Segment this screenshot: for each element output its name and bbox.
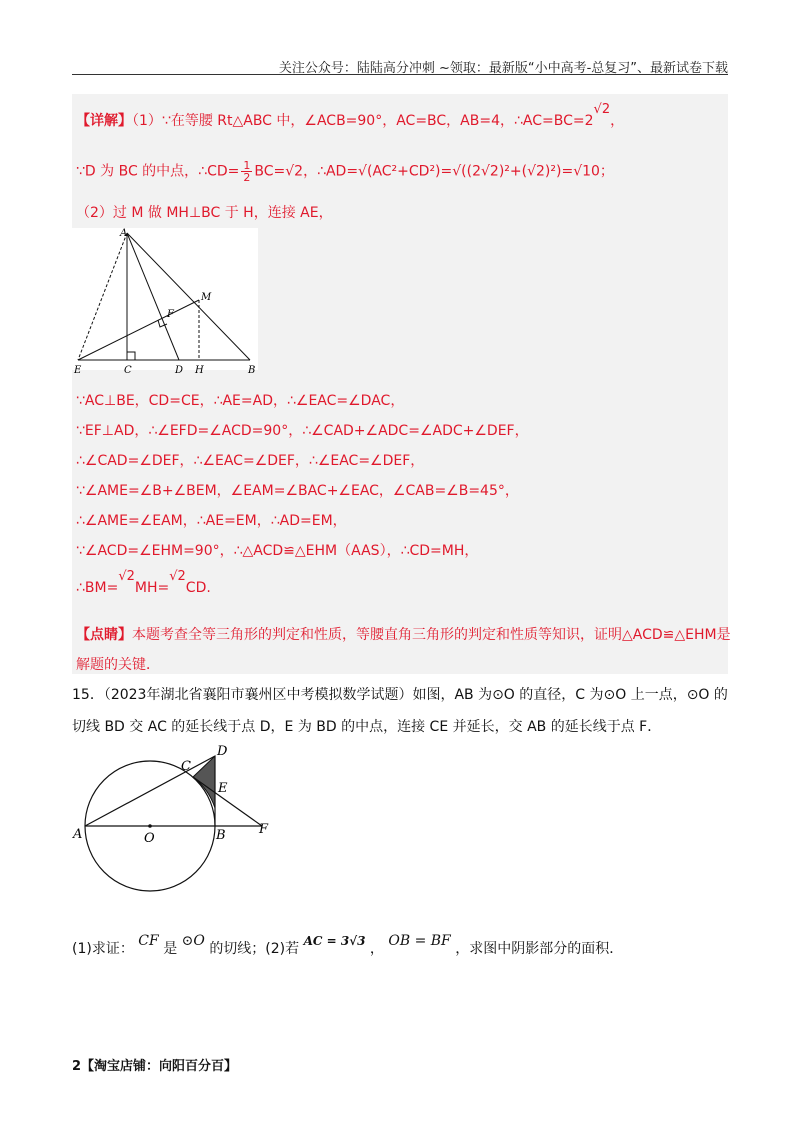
step-1: ∵AC⊥BE，CD=CE，∴AE=AD，∴∠EAC=∠DAC，: [76, 393, 405, 409]
label-M: M: [201, 292, 212, 303]
label-E: E: [74, 365, 82, 376]
cf-math: CF: [138, 933, 159, 949]
comment-tag: 【点睛】: [76, 627, 132, 643]
last-c: CD.: [185, 580, 211, 596]
line-CF: [193, 777, 262, 826]
label-F: F: [167, 309, 174, 320]
circle-figure: [72, 738, 282, 850]
label-B: B: [216, 828, 226, 843]
solution-line-2: [76, 160, 614, 183]
step-4: ∵∠AME=∠B+∠BEM，∠EAM=∠BAC+∠EAC，∠CAB=∠B=45°，: [76, 483, 519, 499]
last-sqrt-2: √2: [169, 569, 186, 584]
frac-den: 2: [243, 171, 251, 184]
sqrt2-superscript: √2: [593, 102, 611, 117]
label-E: E: [218, 781, 228, 796]
label-D: D: [217, 744, 228, 759]
label-F: F: [259, 822, 269, 837]
label-C: C: [181, 759, 191, 774]
last-b: MH=: [134, 580, 170, 596]
triangle-figure: [72, 228, 258, 376]
solution-box: [72, 94, 731, 674]
solution-line-3: （2）过 M 做 MH⊥BC 于 H，连接 AE，: [76, 205, 333, 221]
detail-tag: 【详解】: [76, 113, 132, 129]
step-2: ∵EF⊥AD，∴∠EFD=∠ACD=90°，∴∠CAD+∠ADC=∠ADC+∠DEF，: [76, 423, 529, 439]
part1-text: （1）∵在等腰 Rt△ABC 中，∠ACB=90°，AC=BC，AB=4，∴AC=BC=2: [132, 113, 594, 129]
step-7: [76, 569, 211, 596]
header-divider: [72, 74, 728, 75]
step-5: ∴∠AME=∠EAM，∴AE=EM，∴AD=EM，: [76, 513, 347, 529]
label-H: H: [195, 365, 204, 376]
half-fraction: [241, 160, 252, 183]
ob-bf-math: OB = BF: [388, 933, 451, 949]
line2-b: BC=√2，∴AD=√(AC²+CD²)=√((2√2)²+(√2)²)=√10；: [254, 163, 614, 180]
sub-c: 的切线；(2)若: [209, 941, 300, 957]
comment-text-1: 本题考查全等三角形的判定和性质，等腰直角三角形的判定和性质等知识，证明△ACD≌△EHM是: [132, 627, 731, 643]
step-3: ∴∠CAD=∠DEF，∴∠EAC=∠DEF，∴∠EAC=∠DEF，: [76, 453, 425, 469]
sub-d: ，: [369, 941, 384, 957]
page-header: 关注公众号：陆陆高分冲刺 ~领取：最新版“小中高考-总复习”、最新试卷下载: [278, 61, 728, 76]
line-AD: [85, 756, 215, 826]
last-a: ∴BM=: [76, 580, 119, 596]
comment-line-1: [76, 624, 731, 644]
label-B: B: [248, 365, 256, 376]
label-A: A: [73, 827, 83, 842]
label-C: C: [124, 365, 132, 376]
solution-line-1: [76, 102, 625, 130]
sub-e: ，求图中阴影部分的面积．: [455, 941, 624, 957]
label-D: D: [175, 365, 184, 376]
circle-o-math: ⊙O: [181, 933, 205, 949]
ac-value-math: AC = 3√3: [303, 934, 366, 948]
line1-end: ，: [610, 113, 625, 129]
sub-a: (1)求证：: [72, 941, 134, 957]
page-footer: 2【淘宝店铺：向阳百分百】: [72, 1059, 238, 1074]
sub-b: 是: [163, 941, 178, 957]
comment-line-2: 解题的关键．: [76, 657, 160, 673]
question-line-2: 切线 BD 交 AC 的延长线于点 D，E 为 BD 的中点，连接 CE 并延长，交 AB 的延长线于点 F．: [72, 719, 662, 735]
label-O: O: [144, 831, 155, 846]
question-subparts: [72, 933, 624, 958]
last-sqrt-1: √2: [118, 569, 135, 584]
step-6: ∵∠ACD=∠EHM=90°，∴△ACD≌△EHM（AAS），∴CD=MH，: [76, 543, 479, 559]
line2-a: ∵D 为 BC 的中点，∴CD=: [76, 163, 240, 180]
label-A: A: [120, 228, 128, 239]
shaded-region: [193, 756, 215, 808]
question-line-1: 15．（2023年湖北省襄阳市襄州区中考模拟数学试题）如图，AB 为⊙O 的直径，C 为⊙O 上一点，⊙O 的: [72, 687, 728, 703]
center-point-O: [148, 824, 152, 828]
frac-num: 1: [243, 159, 251, 172]
